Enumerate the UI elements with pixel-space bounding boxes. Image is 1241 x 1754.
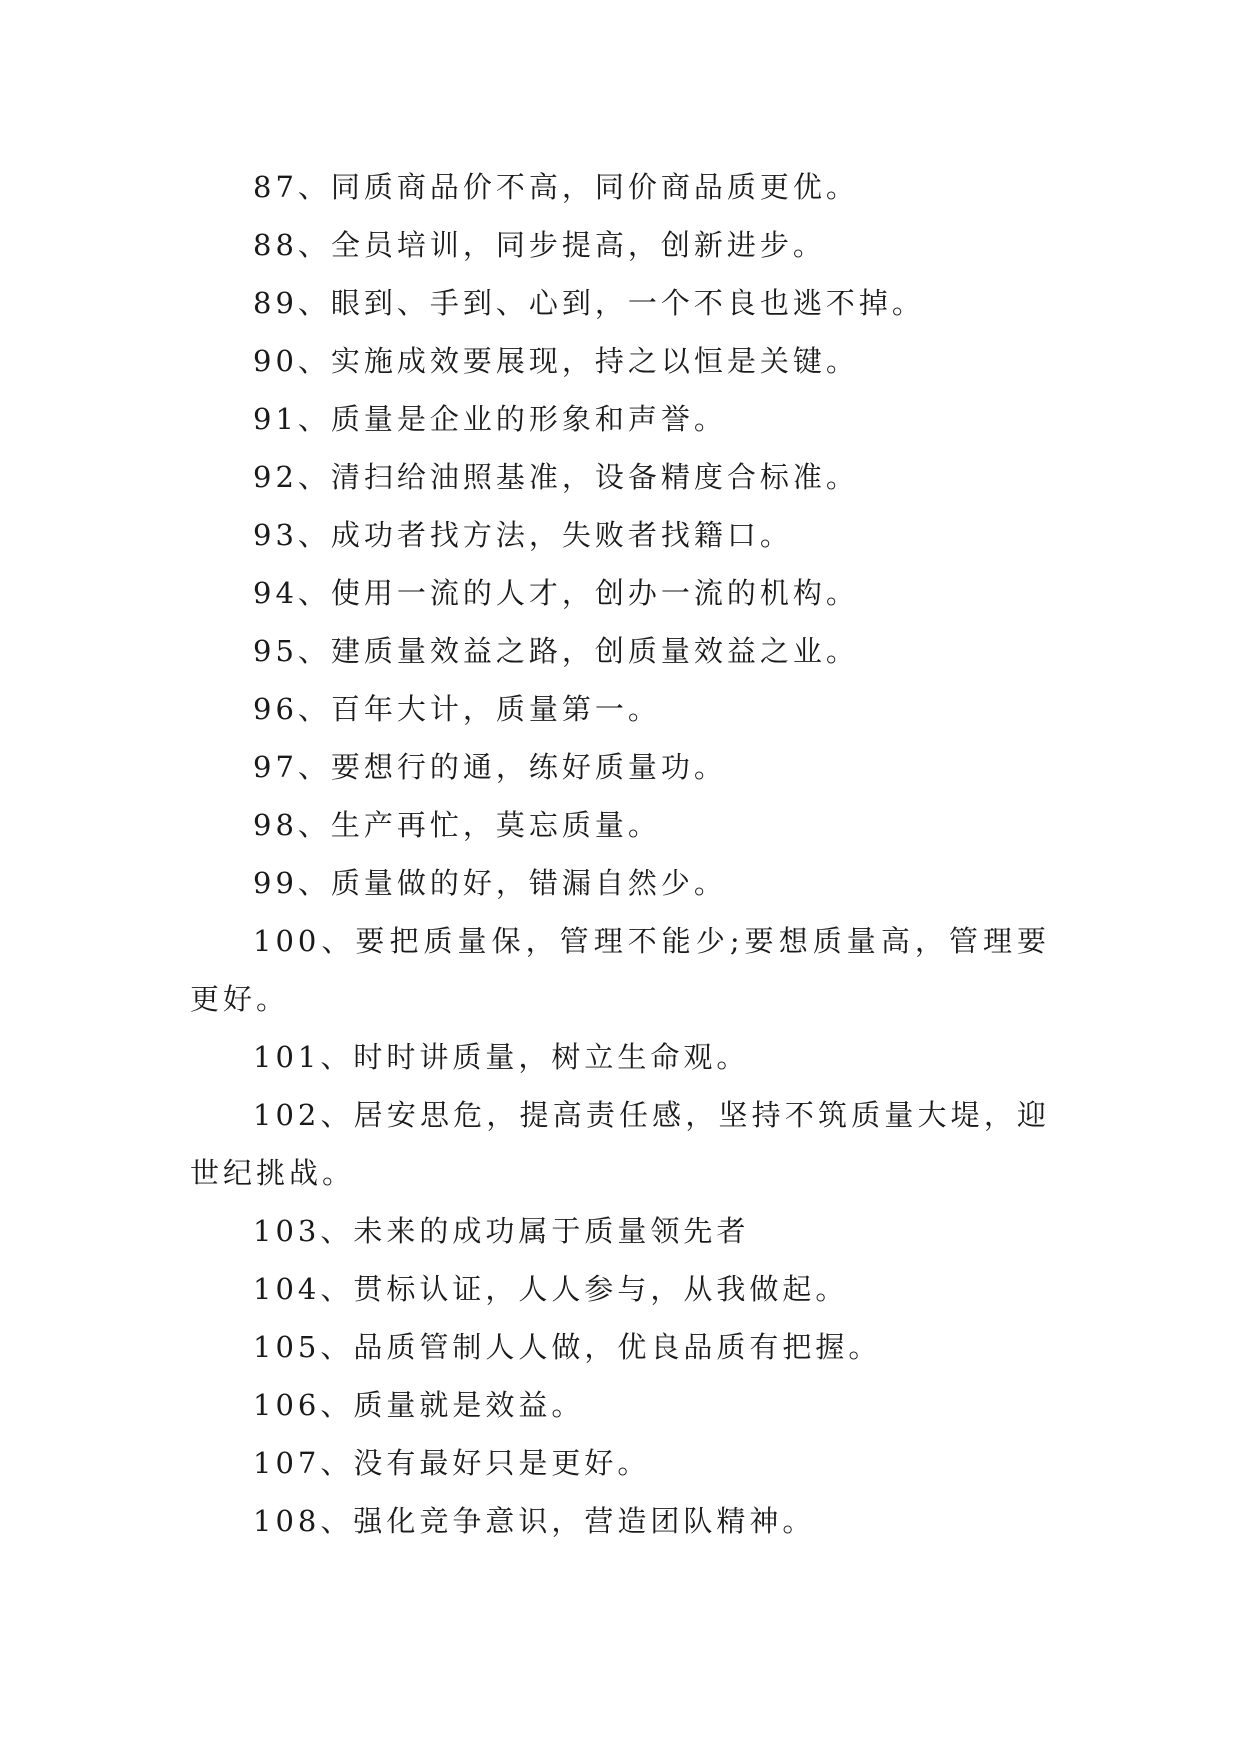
list-item: 87、同质商品价不高，同价商品质更优。 xyxy=(253,170,859,204)
list-item: 99、质量做的好，错漏自然少。 xyxy=(253,866,727,900)
list-item: 90、实施成效要展现，持之以恒是关键。 xyxy=(253,344,859,378)
list-item: 96、百年大计，质量第一。 xyxy=(253,692,661,726)
list-item: 107、没有最好只是更好。 xyxy=(253,1446,651,1480)
list-item: 102、居安思危，提高责任感，坚持不筑质量大堤，迎世纪挑战。 xyxy=(190,1098,1050,1190)
list-item: 92、清扫给油照基准，设备精度合标准。 xyxy=(253,460,859,494)
list-item: 98、生产再忙，莫忘质量。 xyxy=(253,808,661,842)
list-item: 89、眼到、手到、心到，一个不良也逃不掉。 xyxy=(253,286,925,320)
list-item: 95、建质量效益之路，创质量效益之业。 xyxy=(253,634,859,668)
list-item: 97、要想行的通，练好质量功。 xyxy=(253,750,727,784)
list-item: 105、品质管制人人做，优良品质有把握。 xyxy=(253,1330,882,1364)
list-item: 100、要把质量保，管理不能少;要想质量高，管理要更好。 xyxy=(190,924,1050,1016)
list-item: 108、强化竞争意识，营造团队精神。 xyxy=(253,1504,816,1538)
slogan-list xyxy=(190,158,1050,1550)
list-item: 103、未来的成功属于质量领先者 xyxy=(253,1214,750,1248)
list-item: 94、使用一流的人才，创办一流的机构。 xyxy=(253,576,859,610)
list-item: 88、全员培训，同步提高，创新进步。 xyxy=(253,228,826,262)
list-item: 106、质量就是效益。 xyxy=(253,1388,585,1422)
list-item: 91、质量是企业的形象和声誉。 xyxy=(253,402,727,436)
list-item: 93、成功者找方法，失败者找籍口。 xyxy=(253,518,793,552)
list-item: 101、时时讲质量，树立生命观。 xyxy=(253,1040,750,1074)
list-item: 104、贯标认证，人人参与，从我做起。 xyxy=(253,1272,849,1306)
